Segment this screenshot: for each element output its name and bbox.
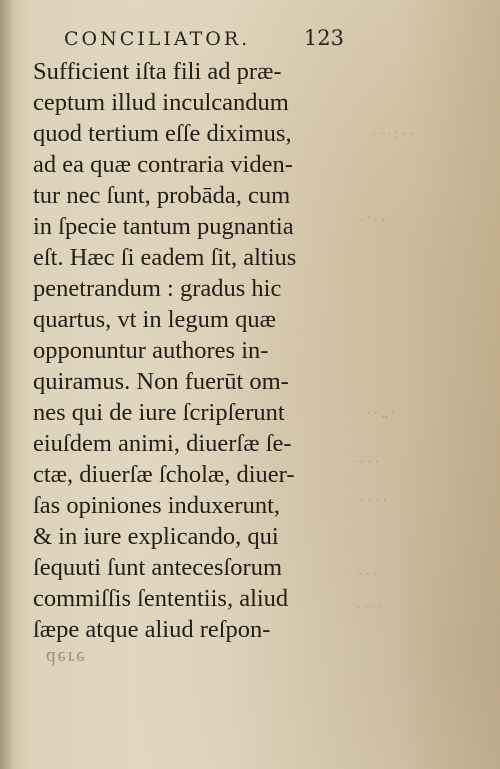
text-line: Sufficient iſta fili ad præ- xyxy=(33,58,282,85)
text-line: penetrandum : gradus hic xyxy=(33,275,282,302)
text-line: nes qui de iure ſcripſerunt xyxy=(33,399,285,426)
text-line: in ſpecie tantum pugnantia xyxy=(33,213,294,240)
show-through-mark: · · · · xyxy=(352,454,380,469)
text-line: quartus, vt in legum quæ xyxy=(33,306,276,333)
text-line: eiuſdem animi, diuerſæ ſe- xyxy=(33,430,292,457)
page-header xyxy=(64,24,344,54)
gutter-shadow xyxy=(0,0,14,769)
show-through-mark: · · · xyxy=(358,566,378,581)
text-line: ctæ, diuerſæ ſcholæ, diuer- xyxy=(33,461,295,488)
text-line: & in iure explicando, qui xyxy=(33,523,279,550)
text-line: quiramus. Non fuerūt om- xyxy=(33,368,289,395)
text-line: eſt. Hæc ſi eadem ſit, altius xyxy=(33,244,297,271)
show-through-mark: · · · : · · xyxy=(372,126,414,141)
text-line: quod tertium eſſe diximus, xyxy=(33,120,292,147)
show-through-mark: · ' · · xyxy=(360,212,386,227)
text-line: ad ea quæ contraria viden- xyxy=(33,151,293,178)
text-line: ſæpe atque aliud reſpon- xyxy=(33,616,271,643)
text-line: opponuntur authores in- xyxy=(33,337,269,364)
text-line: ſas opiniones induxerunt, xyxy=(33,492,281,519)
text-line: tur nec ſunt, probāda, cum xyxy=(33,182,291,209)
page-number: 123 xyxy=(303,26,344,50)
text-line: commiſſis ſententiis, aliud xyxy=(33,585,289,612)
show-through-mark: · · · · xyxy=(360,492,388,507)
body-text xyxy=(33,56,343,645)
show-through-mark: · · · · xyxy=(356,600,384,615)
text-line: ceptum illud inculcandum xyxy=(33,89,289,116)
text-line: ſequuti ſunt antecesſorum xyxy=(33,554,283,581)
show-through-mark: · · ,, · xyxy=(366,405,396,420)
running-title: CONCILIATOR. xyxy=(64,28,251,50)
catchword: dere xyxy=(46,647,87,668)
